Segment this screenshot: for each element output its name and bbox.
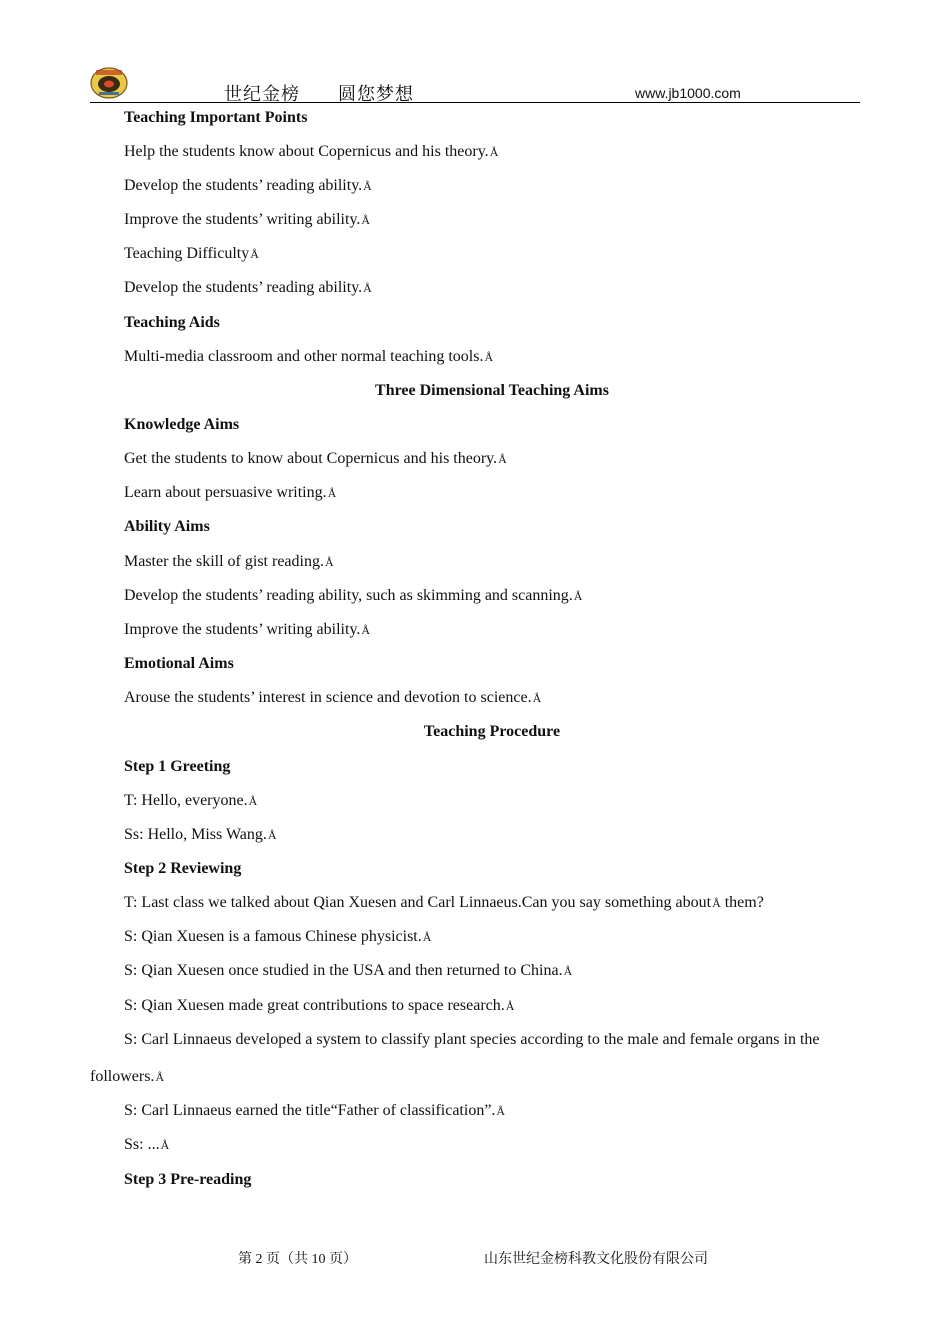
paragraph: Help the students know about Copernicus and his theory.Å bbox=[124, 143, 499, 160]
paragraph-continuation: followers.Å bbox=[90, 1068, 165, 1085]
paragraph: S: Qian Xuesen once studied in the USA and then returned to China.Å bbox=[124, 962, 573, 979]
paragraph: S: Carl Linnaeus earned the title“Father of classification”.Å bbox=[124, 1102, 506, 1119]
heading-teaching-aids: Teaching Aids bbox=[124, 314, 220, 331]
section-title-three-dimensional-aims: Three Dimensional Teaching Aims bbox=[375, 382, 609, 399]
heading-knowledge-aims: Knowledge Aims bbox=[124, 416, 240, 433]
heading-ability-aims: Ability Aims bbox=[124, 518, 210, 535]
paragraph: Develop the students’ reading ability.Å bbox=[124, 177, 372, 194]
page-number: 第 2 页（共 10 页） bbox=[238, 1252, 357, 1267]
paragraph: Improve the students’ writing ability.Å bbox=[124, 211, 371, 228]
page-header bbox=[90, 66, 860, 104]
header-website-link[interactable]: www.jb1000.com bbox=[635, 85, 741, 101]
header-slogan-part-1: 世纪金榜 bbox=[224, 84, 300, 105]
paragraph: S: Carl Linnaeus developed a system to classify plant species according to the male and female organs in the bbox=[124, 1031, 820, 1048]
paragraph: Learn about persuasive writing.Å bbox=[124, 484, 337, 501]
paragraph: Get the students to know about Copernicus and his theory.Å bbox=[124, 450, 507, 467]
paragraph: Develop the students’ reading ability, such as skimming and scanning.Å bbox=[124, 587, 583, 604]
paragraph: Teaching DifficultyÅ bbox=[124, 245, 259, 262]
header-divider bbox=[90, 102, 860, 103]
heading-emotional-aims: Emotional Aims bbox=[124, 655, 234, 672]
paragraph: Develop the students’ reading ability.Å bbox=[124, 279, 372, 296]
section-title-teaching-procedure: Teaching Procedure bbox=[423, 723, 561, 740]
paragraph: Ss: Hello, Miss Wang.Å bbox=[124, 826, 277, 843]
header-slogan-part-2: 圆您梦想 bbox=[338, 84, 414, 105]
logo-emblem-icon bbox=[90, 67, 128, 99]
paragraph: Arouse the students’ interest in science and devotion to science.Å bbox=[124, 689, 542, 706]
paragraph: Multi-media classroom and other normal teaching tools.Å bbox=[124, 348, 494, 365]
heading-step-1: Step 1 Greeting bbox=[124, 758, 231, 775]
paragraph: S: Qian Xuesen made great contributions to space research.Å bbox=[124, 997, 515, 1014]
footer-company: 山东世纪金榜科教文化股份有限公司 bbox=[484, 1252, 708, 1267]
paragraph: T: Hello, everyone.Å bbox=[124, 792, 258, 809]
paragraph: Improve the students’ writing ability.Å bbox=[124, 621, 371, 638]
paragraph: T: Last class we talked about Qian Xuesen and Carl Linnaeus.Can you say something aboutÅ them? bbox=[124, 894, 764, 911]
paragraph: S: Qian Xuesen is a famous Chinese physicist.Å bbox=[124, 928, 432, 945]
heading-important-points: Teaching Important Points bbox=[124, 109, 308, 126]
paragraph: Ss: ...Å bbox=[124, 1136, 170, 1153]
heading-step-3: Step 3 Pre-reading bbox=[124, 1171, 252, 1188]
heading-step-2: Step 2 Reviewing bbox=[124, 860, 242, 877]
paragraph: Master the skill of gist reading.Å bbox=[124, 553, 334, 570]
